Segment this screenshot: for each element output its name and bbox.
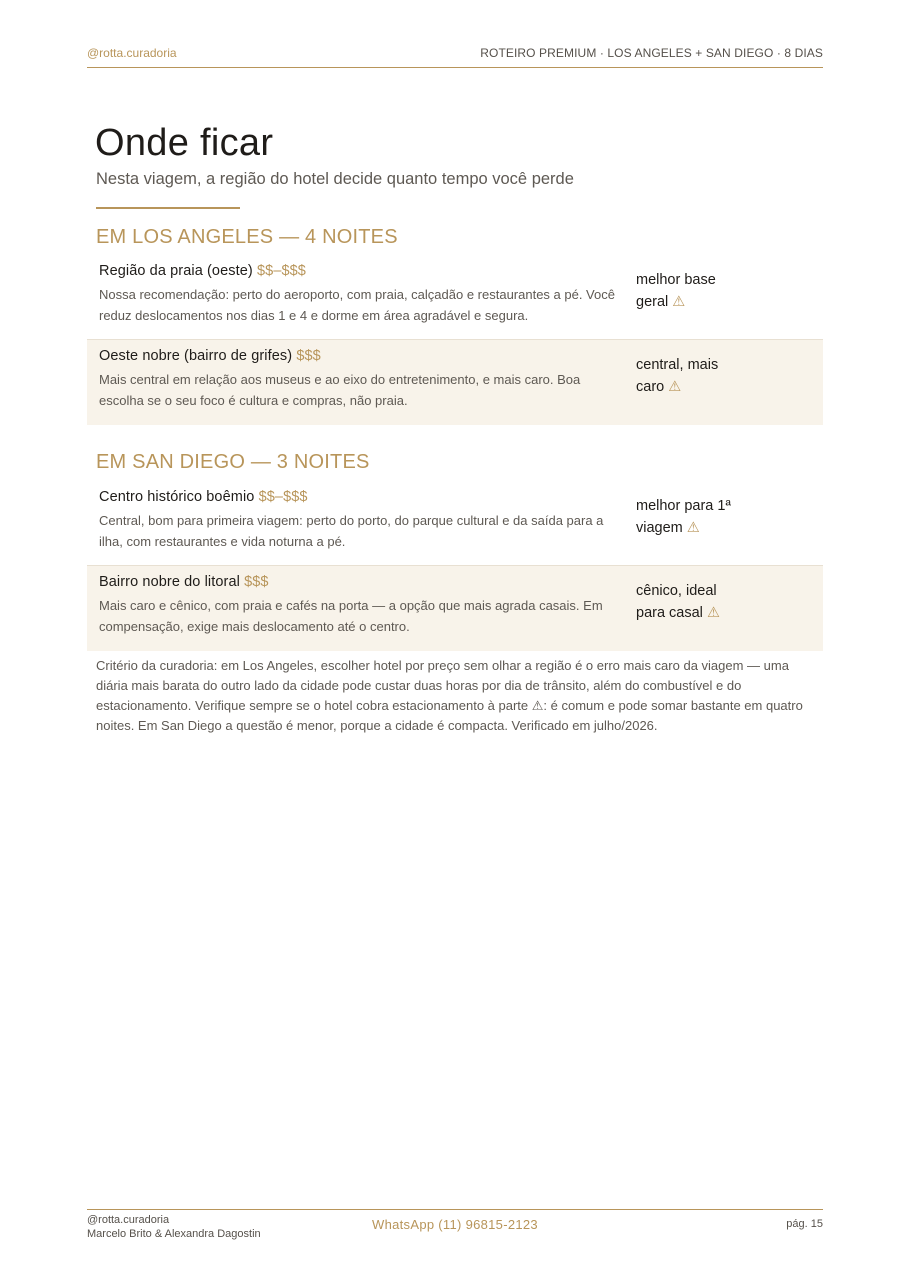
option-oeste-nobre (87, 340, 823, 425)
price-level: $$–$$$ (256, 263, 306, 279)
option-name-text: Oeste nobre (bairro de grifes) (99, 348, 293, 364)
option-tag-text: central, mais caro (636, 357, 719, 395)
option-name-text: Região da praia (oeste) (99, 263, 253, 279)
option-tag (636, 269, 746, 313)
option-description: Nossa recomendação: perto do aeroporto, com praia, calçadão e restaurantes a pé. Você reduz deslocamentos nos dias 1 e 4 e dorme em área agradável e segura. (99, 287, 615, 323)
option-name-text: Centro histórico boêmio (99, 489, 255, 505)
section-heading-los-angeles: EM LOS ANGELES — 4 NOITES (96, 226, 398, 248)
section-heading-san-diego: EM SAN DIEGO — 3 NOITES (96, 451, 370, 473)
footer-authors: Marcelo Brito & Alexandra Dagostin (87, 1228, 261, 1240)
option-regiao-da-praia (87, 255, 823, 340)
header-brand: @rotta.curadoria (87, 46, 177, 60)
option-description: Central, bom para primeira viagem: perto do porto, do parque cultural e da saída para a ilha, com restaurantes e vida noturna a pé. (99, 513, 604, 549)
option-tag-text: melhor base geral (636, 272, 716, 310)
option-description: Mais caro e cênico, com praia e cafés na porta — a opção que mais agrada casais. Em compensação, exige mais deslocamento até o centro. (99, 598, 603, 634)
option-tag (636, 354, 746, 398)
page-footer (87, 1209, 823, 1245)
price-level: $$$ (296, 348, 321, 364)
footer-whatsapp: WhatsApp (11) 96815-2123 (372, 1217, 538, 1232)
option-name-text: Bairro nobre do litoral (99, 574, 240, 590)
title-divider (96, 207, 240, 209)
page-header (87, 46, 823, 68)
warning-icon: ⚠ (706, 605, 720, 621)
page-subtitle: Nesta viagem, a região do hotel decide quanto tempo você perde (96, 170, 574, 188)
footer-handle: @rotta.curadoria (87, 1214, 170, 1226)
option-description: Mais central em relação aos museus e ao eixo do entretenimento, e mais caro. Boa escolha se o seu foco é cultura e compras, não praia. (99, 372, 581, 408)
price-level: $$$ (244, 574, 269, 590)
page-number: pág. 15 (786, 1218, 823, 1230)
price-level: $$–$$$ (258, 489, 308, 505)
header-doc-title: ROTEIRO PREMIUM · LOS ANGELES + SAN DIEGO · 8 DIAS (480, 46, 823, 60)
page-title: Onde ficar (95, 122, 274, 164)
option-tag-text: cênico, ideal para casal (636, 583, 717, 621)
option-name (99, 489, 308, 505)
option-tag (636, 495, 746, 539)
option-name (99, 574, 269, 590)
option-tag-text: melhor para 1ª viagem (636, 498, 731, 536)
option-centro-historico (87, 481, 823, 566)
warning-icon: ⚠ (668, 379, 682, 395)
option-bairro-nobre-litoral (87, 566, 823, 651)
option-tag (636, 580, 746, 624)
option-name (99, 263, 306, 279)
warning-icon: ⚠ (672, 294, 686, 310)
option-name (99, 348, 321, 364)
warning-icon: ⚠ (686, 520, 700, 536)
curation-criteria-note: Critério da curadoria: em Los Angeles, escolher hotel por preço sem olhar a região é o erro mais caro da viagem — uma diária mais barata do outro lado da cidade pode custar duas horas por dia de trânsito, além do combustível e do estacionamento. Verifique sempre se o hotel cobra estacionamento à parte ⚠: é comum e pode somar bastante em quatro noites. Em San Diego a questão é menor, porque a cidade é compacta. Verificado em julho/2026. (96, 658, 803, 733)
